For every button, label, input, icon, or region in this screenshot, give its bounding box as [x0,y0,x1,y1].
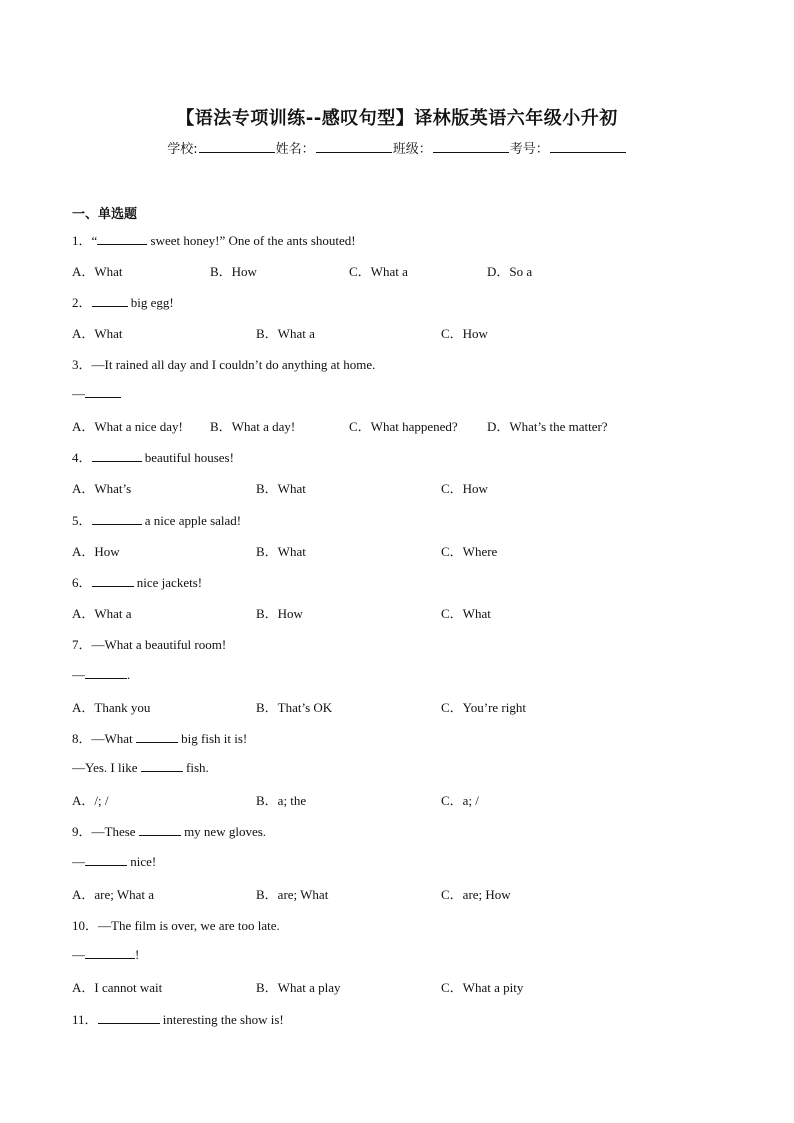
question-number: 7． [72,637,92,652]
answer-blank [85,853,127,866]
option-a[interactable]: A．What [72,326,123,341]
student-info-line [0,138,794,157]
reply-dash: — [72,947,85,962]
reply-dash: — [72,667,85,682]
question-1 [72,230,356,249]
question-text: my new gloves. [180,824,267,839]
question-4 [72,447,234,466]
question-text: —These [91,824,139,839]
answer-blank [97,232,147,245]
answer-blank [92,294,128,307]
option-a[interactable]: A．/; / [72,793,109,808]
question-text: “ [91,233,98,248]
school-blank[interactable] [199,140,275,153]
question-6 [72,572,202,591]
option-c[interactable]: C．How [441,326,488,341]
answer-blank [92,512,142,525]
section-heading: 一、单选题 [72,207,138,222]
question-number: 4． [72,450,92,465]
option-a[interactable]: A．What [72,264,123,279]
option-b[interactable]: B．How [210,264,257,279]
question-11 [72,1009,284,1028]
question-text: sweet honey!” One of the ants shouted! [147,233,356,248]
school-label: 学校: [167,142,198,157]
question-text: —It rained all day and I couldn’t do anything at home. [91,357,376,372]
question-number: 5． [72,513,92,528]
question-8-reply [72,759,209,776]
option-a[interactable]: A．Thank you [72,700,151,715]
question-number: 6． [72,575,92,590]
option-b[interactable]: B．a; the [256,793,307,808]
option-b[interactable]: B．are; What [256,887,329,902]
number-blank[interactable] [550,140,626,153]
reply-dash: — [72,386,85,401]
page-title: 【语法专项训练--感叹句型】译林版英语六年级小升初 [176,108,618,129]
question-text: —The film is over, we are too late. [98,918,280,933]
reply-dash: — [72,854,85,869]
answer-blank [85,946,135,959]
option-b[interactable]: B．What [256,544,306,559]
question-3-reply [72,385,121,402]
option-a[interactable]: A．What a [72,606,132,621]
reply-text: fish. [182,760,209,775]
question-7 [72,634,226,653]
question-3 [72,354,375,373]
question-text: a nice apple salad! [141,513,242,528]
reply-text: nice! [127,854,157,869]
option-c[interactable]: C．What a pity [441,980,524,995]
question-text: interesting the show is! [159,1012,284,1027]
option-a[interactable]: A．How [72,544,120,559]
option-b[interactable]: B．What [256,481,306,496]
option-b[interactable]: B．What a [256,326,315,341]
question-9 [72,821,266,840]
option-a[interactable]: A．What’s [72,481,132,496]
class-label: 班级： [392,142,432,157]
option-c[interactable]: C．What a [349,264,408,279]
question-2 [72,292,174,311]
option-b[interactable]: B．What a day! [210,419,296,434]
reply-text: ! [135,947,140,962]
question-text: —What [91,731,136,746]
answer-blank [92,574,134,587]
question-number: 3． [72,357,92,372]
option-c[interactable]: C．Where [441,544,498,559]
question-number: 1． [72,233,92,248]
question-number: 9． [72,824,92,839]
option-c[interactable]: C．How [441,481,488,496]
answer-blank [139,823,181,836]
option-d[interactable]: D．So a [487,264,533,279]
reply-text: . [127,667,131,682]
option-b[interactable]: B．How [256,606,303,621]
class-blank[interactable] [433,140,509,153]
question-number: 8． [72,731,92,746]
name-blank[interactable] [316,140,392,153]
option-c[interactable]: C．You’re right [441,700,526,715]
option-c[interactable]: C．What happened? [349,419,458,434]
question-text: beautiful houses! [141,450,234,465]
number-label: 考号： [509,142,549,157]
answer-blank [136,730,178,743]
option-a[interactable]: A．are; What a [72,887,155,902]
option-c[interactable]: C．a; / [441,793,479,808]
name-label: 姓名： [275,142,315,157]
reply-text: —Yes. I like [72,760,141,775]
answer-blank [85,385,121,398]
option-c[interactable]: C．What [441,606,491,621]
question-text: big fish it is! [177,731,248,746]
question-9-reply [72,853,156,870]
question-number: 11． [72,1012,98,1027]
question-text: nice jackets! [133,575,203,590]
option-b[interactable]: B．What a play [256,980,341,995]
option-a[interactable]: A．What a nice day! [72,419,183,434]
option-d[interactable]: D．What’s the matter? [487,419,608,434]
question-text: —What a beautiful room! [91,637,227,652]
question-number: 10． [72,918,99,933]
option-c[interactable]: C．are; How [441,887,511,902]
answer-blank [85,666,127,679]
question-number: 2． [72,295,92,310]
question-text: big egg! [127,295,174,310]
answer-blank [98,1011,160,1024]
question-7-reply [72,666,130,683]
question-5 [72,510,241,529]
question-10-reply [72,946,139,963]
answer-blank [92,449,142,462]
option-b[interactable]: B．That’s OK [256,700,333,715]
question-8 [72,728,247,747]
question-10 [72,915,280,934]
answer-blank [141,759,183,772]
option-a[interactable]: A．I cannot wait [72,980,163,995]
